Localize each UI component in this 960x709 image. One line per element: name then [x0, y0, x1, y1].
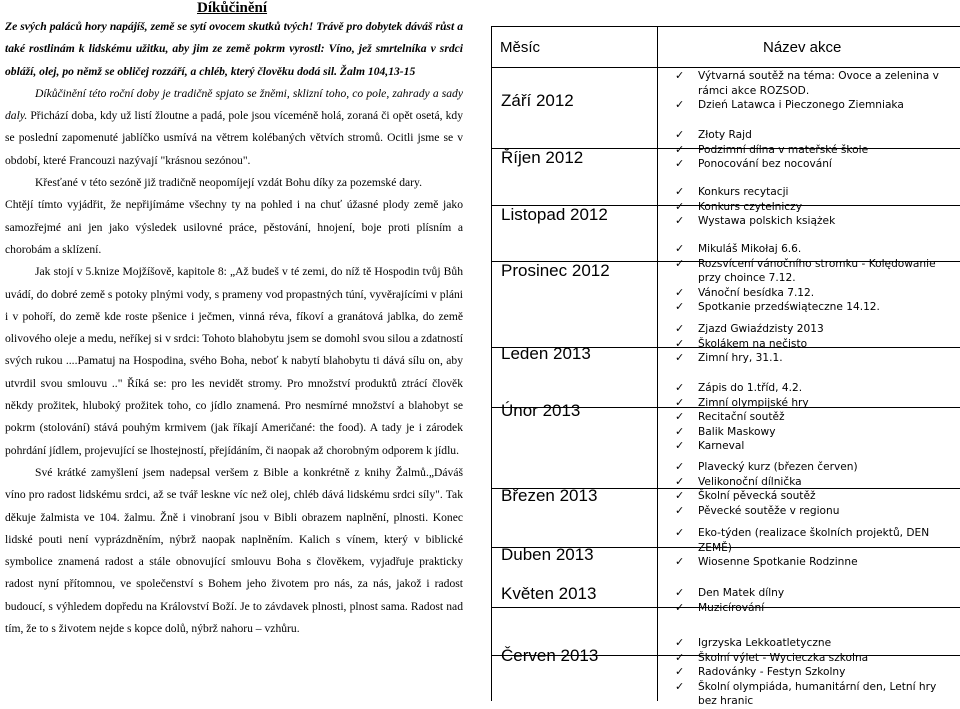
- event-text: Velikonoční dílnička: [698, 475, 802, 488]
- event-list: [672, 69, 957, 113]
- event-list: [672, 322, 957, 366]
- checkmark-icon: ✓: [675, 199, 685, 213]
- event-text: Wystawa polskich książek: [698, 215, 836, 227]
- event-item: [672, 410, 957, 425]
- event-item: [672, 300, 957, 315]
- event-text: Rozsvícení vánočního stromku - Kolędowanie przy choince 7.12.: [698, 257, 936, 284]
- event-text: Wiosenne Spotkanie Rodzinne: [698, 556, 858, 568]
- paragraph-2: Křesťané v této sezóně již tradičně neopomíjejí vzdát Bohu díky za pozemské dary.: [35, 176, 422, 190]
- event-item: [672, 665, 957, 680]
- checkmark-icon: ✓: [675, 142, 685, 156]
- article: [5, 0, 463, 700]
- checkmark-icon: ✓: [675, 555, 685, 568]
- event-text: Eko-týden (realizace školních projektů, DEN ZEMĚ): [698, 527, 930, 554]
- event-item: [672, 504, 957, 519]
- month-label: Květen 2013: [501, 584, 597, 603]
- month-label: Březen 2013: [501, 486, 598, 505]
- event-item: [672, 69, 957, 98]
- column-divider: [657, 27, 658, 701]
- event-text: Złoty Rajd: [698, 129, 752, 141]
- event-item: [672, 396, 957, 411]
- checkmark-icon: ✓: [675, 526, 685, 539]
- event-item: [672, 128, 957, 143]
- event-text: Školní olympiáda, humanitární den, Letní hry bez hranic: [698, 680, 937, 707]
- event-text: Recitační soutěž: [698, 411, 785, 423]
- paragraph-3: Chtějí tímto vyjádřit, že nepřijímáme všechny ty na pohled i na chuť úžasné plody země jako samozřejmé ani jen jako výsledek usilovné práce, pěstování, hnojení, boje proti plísním a chorobám a sklízení.: [5, 198, 463, 256]
- event-item: [672, 475, 957, 490]
- month-label: Červen 2013: [501, 646, 599, 665]
- event-list: [672, 636, 957, 709]
- event-list: [672, 586, 957, 615]
- event-text: Spotkanie przedświąteczne 14.12.: [698, 301, 880, 313]
- event-text: Podzimní dílna v mateřské škole: [698, 143, 869, 156]
- checkmark-icon: ✓: [675, 636, 685, 649]
- checkmark-icon: ✓: [675, 439, 685, 452]
- checkmark-icon: ✓: [675, 336, 685, 350]
- checkmark-icon: ✓: [675, 679, 685, 693]
- checkmark-icon: ✓: [675, 503, 685, 517]
- checkmark-icon: ✓: [675, 586, 685, 599]
- paragraph-1-lead: Díkůčinění této roční doby je tradičně spjato se žněmi, sklizní toho, co pole, zahrady a sady daly.: [5, 86, 463, 123]
- checkmark-icon: ✓: [675, 489, 685, 502]
- event-item: [672, 636, 957, 651]
- event-text: Dzień Latawca i Pieczonego Ziemniaka: [698, 99, 904, 111]
- month-label: Září 2012: [501, 91, 574, 110]
- month-label: Únor 2013: [501, 401, 581, 420]
- event-item: [672, 651, 957, 666]
- checkmark-icon: ✓: [675, 395, 685, 409]
- event-item: [672, 157, 957, 172]
- checkmark-icon: ✓: [675, 351, 685, 364]
- checkmark-icon: ✓: [675, 381, 685, 394]
- paragraph-1: [5, 83, 463, 172]
- event-text: Konkurs czytelniczy: [698, 200, 802, 213]
- event-item: [672, 337, 957, 352]
- event-text: Balik Maskowy: [698, 425, 776, 438]
- event-list: [672, 185, 957, 229]
- article-title: Díkůčinění: [197, 0, 268, 16]
- event-item: [672, 460, 957, 475]
- event-list: [672, 460, 957, 518]
- month-label: Listopad 2012: [501, 205, 608, 224]
- paragraph-4: Jak stojí v 5.knize Mojžíšově, kapitole 8: „Až budeš v té zemi, do níž tě Hospodin tvůj Bůh uvádí, do dobré země s potoky plnými vody, s prameny vod propastných túní, vyvěrajícími v pláni i v pohoří, do země kde roste pšenice i ječmen, vinná réva, fíkoví a granátová jablka, do země olivového oleje a medu, neříkej si v srdci: Tohoto blahobytu jsem se domohl svou silou a zdatností svých rukou ....Pamatuj na Hospodina, svého Boha, neboť k nabytí blahobytu ti dává sílu on, aby utvrdil svou smlouvu .." Říká se: pro les nevidět stromy. Pro množství produktů ztrácí člověk někdy prožitek, hluboký prožitek toho, co jídlo znamená. Pro nesmírné množství a blahobyt se pokrm (stolování) stává pouhým krmivem (jak říkají Američané: the food). A tady je i zárodek pohrdání jídlem, projevující se lhostejností, přejídáním, či naopak až chorobným odporem k jídlu.: [5, 265, 463, 457]
- checkmark-icon: ✓: [675, 300, 685, 313]
- checkmark-icon: ✓: [675, 185, 685, 198]
- month-label: Leden 2013: [501, 344, 591, 363]
- event-item: [672, 257, 957, 286]
- event-list: [672, 242, 957, 315]
- checkmark-icon: ✓: [675, 256, 685, 270]
- event-item: [672, 601, 957, 616]
- event-item: [672, 489, 957, 504]
- event-item: [672, 286, 957, 301]
- event-item: [672, 200, 957, 215]
- bible-quote: Ze svých paláců hory napájíš, země se sytí ovocem skutků tvých! Trávě pro dobytek dáváš růst a také rostlinám k lidskému užitku, aby jim ze země pokrm vyrostl: Víno, jež smrtelníka v srdci obláží, olej, po němž se obličej rozzáří, a chléb, který člověku dodá sil. Žalm 104,13-15: [5, 20, 463, 78]
- event-item: [672, 526, 957, 555]
- event-item: [672, 351, 957, 366]
- event-text: Ponocování bez nocování: [698, 158, 832, 170]
- event-item: [672, 425, 957, 440]
- checkmark-icon: ✓: [675, 214, 685, 227]
- event-item: [672, 586, 957, 601]
- event-text: Zimní hry, 31.1.: [698, 352, 783, 364]
- month-label: Prosinec 2012: [501, 261, 610, 280]
- event-item: [672, 439, 957, 454]
- event-item: [672, 98, 957, 113]
- checkmark-icon: ✓: [675, 600, 685, 614]
- checkmark-icon: ✓: [675, 242, 685, 255]
- event-text: Den Matek dílny: [698, 587, 785, 599]
- header-divider: [492, 67, 960, 68]
- month-label: Duben 2013: [501, 545, 594, 564]
- events-table: [491, 26, 960, 707]
- event-item: [672, 143, 957, 158]
- event-text: Mikuláš Mikołaj 6.6.: [698, 243, 802, 255]
- checkmark-icon: ✓: [675, 322, 685, 335]
- checkmark-icon: ✓: [675, 128, 685, 141]
- event-text: Školákem na nečisto: [698, 337, 808, 350]
- event-list: [672, 128, 957, 172]
- event-item: [672, 381, 957, 396]
- checkmark-icon: ✓: [675, 410, 685, 423]
- event-text: Igrzyska Lekkoatletyczne: [698, 637, 832, 649]
- header-month: Měsíc: [500, 39, 541, 56]
- event-text: Zimní olympijské hry: [698, 396, 809, 409]
- event-text: Pěvecké soutěže v regionu: [698, 504, 840, 517]
- checkmark-icon: ✓: [675, 424, 685, 438]
- event-text: Konkurs recytacji: [698, 186, 789, 198]
- checkmark-icon: ✓: [675, 460, 685, 473]
- event-list: [672, 526, 957, 570]
- event-text: Plavecký kurz (březen červen): [698, 461, 858, 473]
- checkmark-icon: ✓: [675, 285, 685, 299]
- event-text: Karneval: [698, 440, 745, 452]
- paragraph-1-rest: Přichází doba, kdy už listí žloutne a padá, pole jsou víceméně holá, zoraná či opět osetá, kdy se poslední zapomenuté jablíčko usmívá na větrem kolébaných větvích stromů. Ocitli jsme se v období, které Francouzi nazývají "krásnou sezónou".: [5, 109, 463, 167]
- checkmark-icon: ✓: [675, 650, 685, 664]
- event-item: [672, 555, 957, 570]
- event-text: Radovánky - Festyn Szkolny: [698, 666, 846, 678]
- header-event: Název akce: [763, 39, 842, 56]
- checkmark-icon: ✓: [675, 157, 685, 170]
- checkmark-icon: ✓: [675, 665, 685, 678]
- month-label: Říjen 2012: [501, 148, 584, 167]
- event-text: Muzicírování: [698, 601, 765, 614]
- event-item: [672, 185, 957, 200]
- checkmark-icon: ✓: [675, 69, 685, 82]
- event-text: Vánoční besídka 7.12.: [698, 286, 815, 299]
- event-list: [672, 381, 957, 454]
- event-text: Výtvarná soutěž na téma: Ovoce a zelenina v rámci akce ROZSOD.: [698, 70, 939, 97]
- event-item: [672, 322, 957, 337]
- event-item: [672, 214, 957, 229]
- event-text: Školní pěvecká soutěž: [698, 490, 816, 502]
- paragraph-5: Své krátké zamyšlení jsem nadepsal veršem z Bible a konkrétně z knihy Žalmů.„Dáváš víno pro radost lidskému srdci, až se tvář leskne víc než olej, chléb dává lidskému srdci síly". Tak děkuje žalmista ve 104. žalmu. Žně i vinobraní jsou v Bibli obrazem naplnění, plnosti. Konec lidské pouti není vyprázdněním, nýbrž naopak naplněním. Kalich s vínem, který v biblické symbolice znamená radost a stále obnovující smlouvu Boha s člověkem, vyjadřuje prakticky radost nyní přítomnou, ve společenství s Bohem jeho životem pro nás, za nás, jakož i radost budoucí, s výhledem dopředu na Království Boží. Je to závdavek plnosti, plnost sama. Radost nad tím, že to s životem nejde s kopce dolů, nýbrž nahoru – vzhůru.: [5, 465, 463, 636]
- event-item: [672, 680, 957, 709]
- event-text: Školní výlet - Wycieczka szkolna: [698, 651, 869, 664]
- event-text: Zápis do 1.tříd, 4.2.: [698, 382, 803, 394]
- checkmark-icon: ✓: [675, 474, 685, 488]
- event-text: Zjazd Gwiaździsty 2013: [698, 323, 824, 335]
- checkmark-icon: ✓: [675, 98, 685, 111]
- event-item: [672, 242, 957, 257]
